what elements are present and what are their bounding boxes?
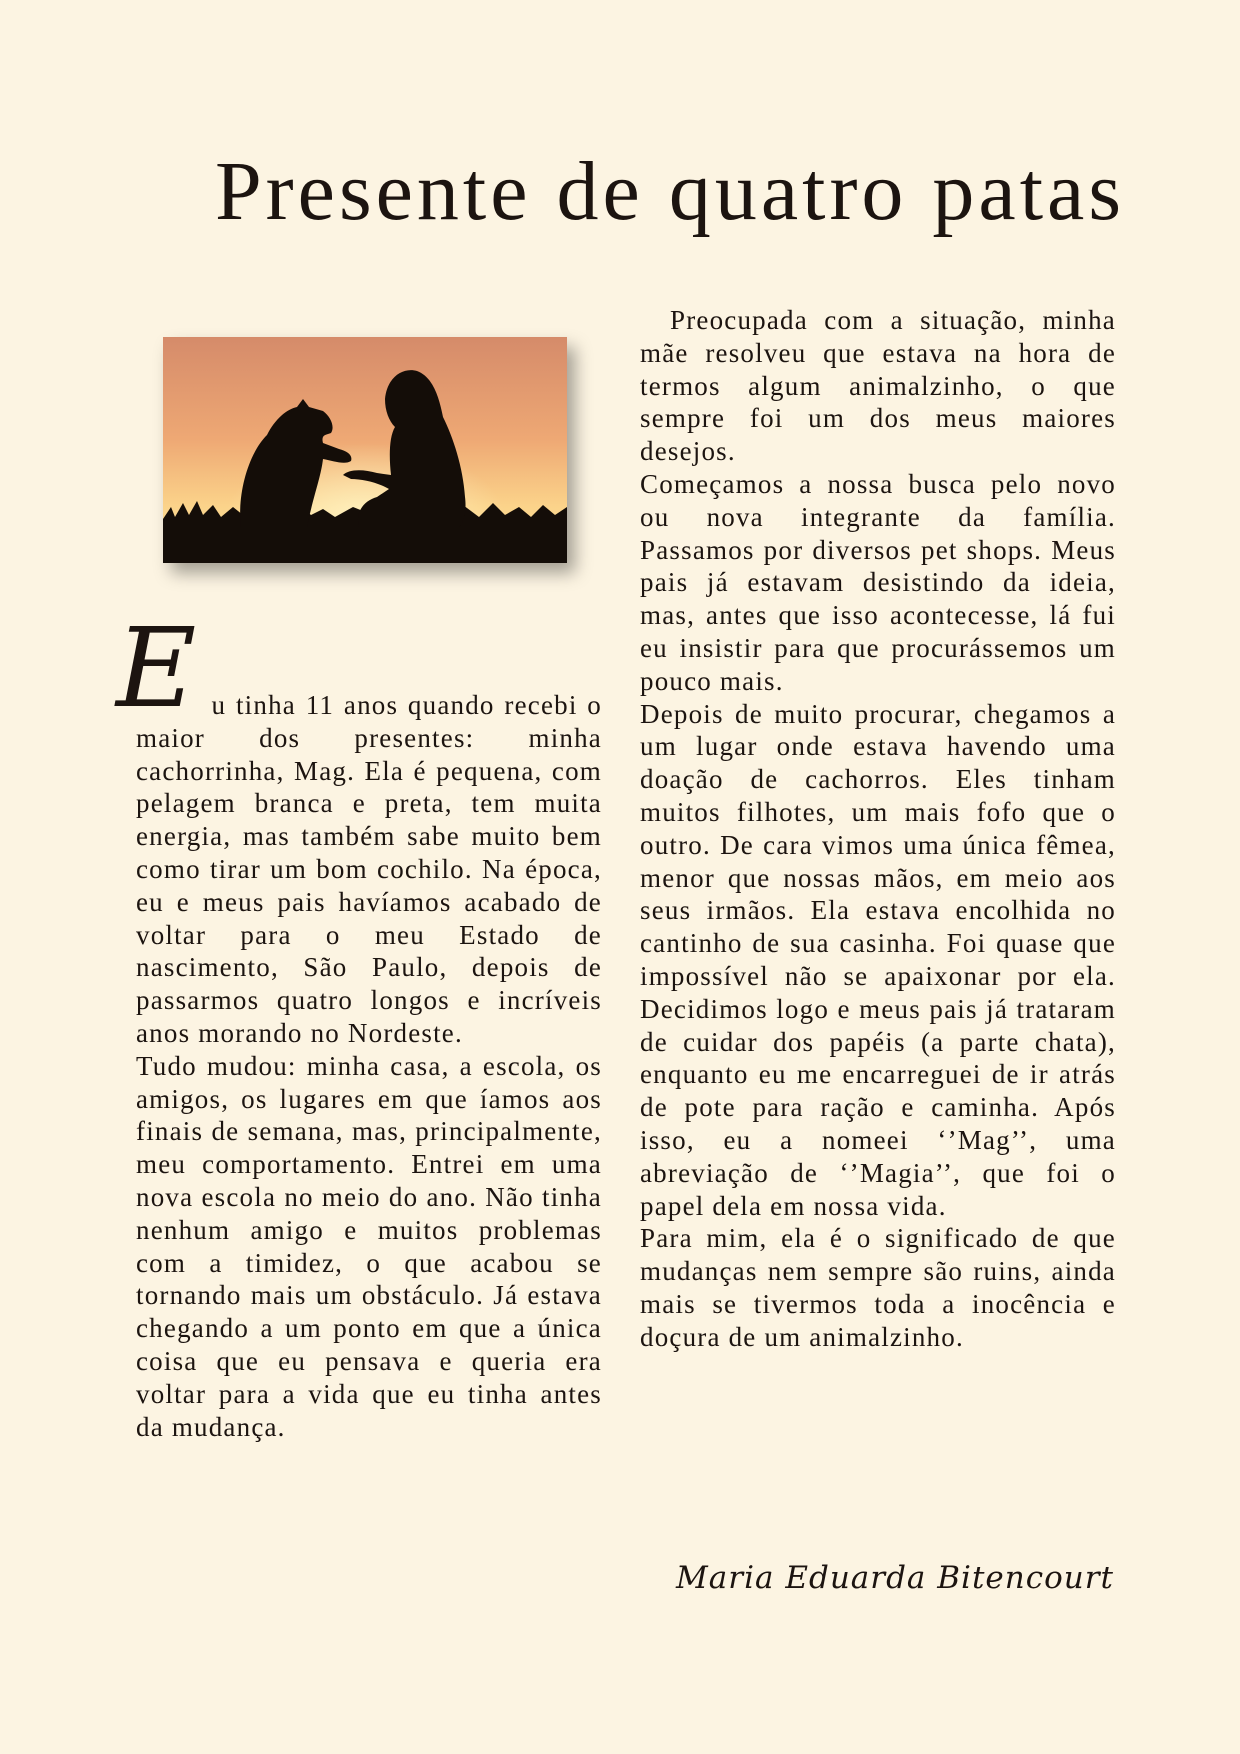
- right-column: [640, 304, 1116, 1354]
- paragraph: Preocupada com a situação, minha mãe resolveu que estava na hora de termos algum animalzinho, o que sempre foi um dos meus maiores desejos.: [640, 305, 1116, 467]
- paragraph: Tudo mudou: minha casa, a escola, os amigos, os lugares em que íamos aos finais de semana, mas, principalmente, meu comportamento. Entrei em uma nova escola no meio do ano. Não tinha nenhum amigo e muitos problemas com a timidez, o que acabou se tornando mais um obstáculo. Já estava chegando a um ponto em que a única coisa que eu pensava e queria era voltar para a vida que eu tinha antes da mudança.: [136, 1050, 602, 1442]
- paragraph: Começamos a nossa busca pelo novo ou nova integrante da família. Passamos por diversos pet shops. Meus pais já estavam desistindo da ideia, mas, antes que isso acontecesse, lá fui eu insistir para que procurássemos um pouco mais.: [640, 468, 1116, 696]
- article-title: Presente de quatro patas: [214, 145, 1126, 238]
- paragraph: Para mim, ela é o significado de que mudanças nem sempre são ruins, ainda mais se tivermos toda a inocência e doçura de um animalzinho.: [640, 1223, 1116, 1352]
- paragraph: Depois de muito procurar, chegamos a um lugar onde estava havendo uma doação de cachorros. Eles tinham muitos filhotes, um mais fofo que o outro. De cara vimos uma única fêmea, menor que nossas mãos, em meio aos seus irmãos. Ela estava encolhida no cantinho de sua casinha. Foi quase que impossível não se apaixonar por ela. Decidimos logo e meus pais já trataram de cuidar dos papéis (a parte chata), enquanto eu me encarreguei de ir atrás de pote para ração e caminha. Após isso, eu a nomeei ‘’Mag’’, uma abreviação de ‘’Magia’’, que foi o papel dela em nossa vida.: [640, 698, 1116, 1221]
- left-column: [116, 604, 602, 1443]
- author-signature: Maria Eduarda Bitencourt: [676, 1560, 1114, 1596]
- silhouette-woman-dog-sunset-photo: [163, 337, 567, 563]
- photo-image: [163, 337, 567, 563]
- paragraph: [116, 604, 602, 1050]
- drop-cap: E: [116, 604, 198, 732]
- paragraph-text: u tinha 11 anos quando recebi o maior dos presentes: minha cachorrinha, Mag. Ela é pequena, com pelagem branca e preta, tem muita energia, mas também sabe muito bem como tirar um bom cochilo. Na época, eu e meus pais havíamos acabado de voltar para o meu Estado de nascimento, São Paulo, depois de passarmos quatro longos e incríveis anos morando no Nordeste.: [136, 690, 602, 1048]
